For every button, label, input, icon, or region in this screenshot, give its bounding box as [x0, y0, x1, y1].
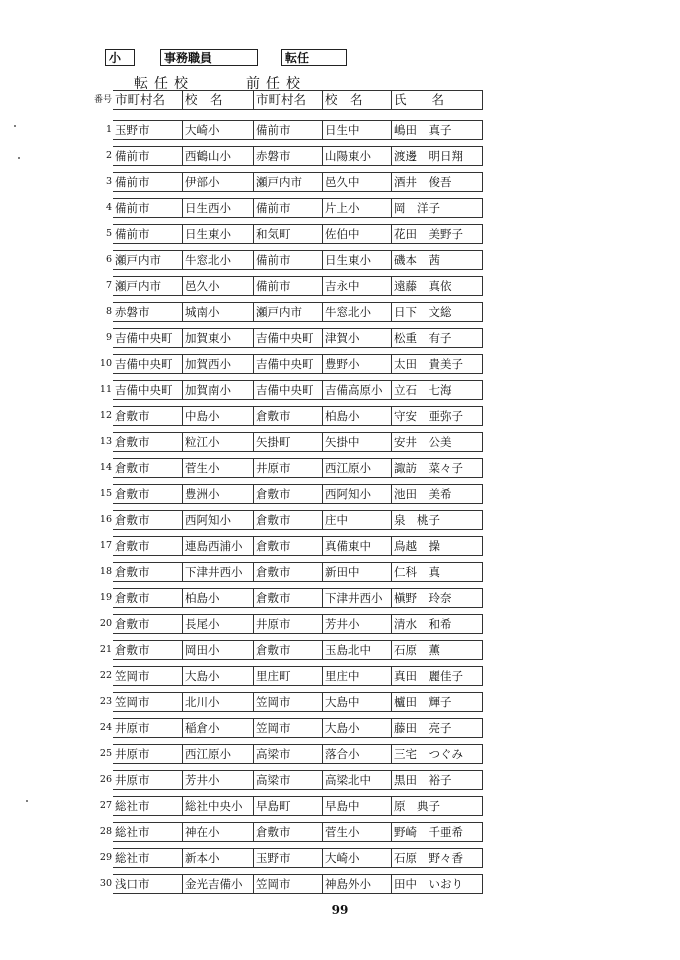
table-row [88, 302, 483, 322]
cell-school: 西阿知小 [182, 510, 253, 530]
cell-prev-city: 吉備中央町 [253, 380, 322, 400]
cell-person-name: 日下 文総 [391, 302, 483, 322]
cell-row-number: 5 [105, 228, 112, 239]
cell-row-number: 6 [105, 254, 112, 265]
cell-city: 玉野市 [113, 120, 182, 140]
cell-city: 瀬戸内市 [113, 250, 182, 270]
cell-prev-city: 倉敷市 [253, 640, 322, 660]
cell-prev-city: 笠岡市 [253, 692, 322, 712]
cell-prev-city: 倉敷市 [253, 822, 322, 842]
cell-prev-school: 柏島小 [322, 406, 391, 426]
cell-person-name: 石原 薫 [391, 640, 483, 660]
cell-prev-city: 倉敷市 [253, 536, 322, 556]
cell-city: 倉敷市 [113, 640, 182, 660]
cell-prev-city: 瀬戸内市 [253, 172, 322, 192]
cell-prev-school: 下津井西小 [322, 588, 391, 608]
cell-city: 備前市 [113, 198, 182, 218]
cell-prev-school: 真備東中 [322, 536, 391, 556]
cell-school: 西鶴山小 [182, 146, 253, 166]
cell-city: 倉敷市 [113, 588, 182, 608]
cell-prev-school: 庄中 [322, 510, 391, 530]
table-row [88, 380, 483, 400]
table-row [88, 666, 483, 686]
cell-school: 神在小 [182, 822, 253, 842]
cell-school: 柏島小 [182, 588, 253, 608]
cell-row-number: 20 [99, 618, 112, 629]
cell-person-name: 藤田 亮子 [391, 718, 483, 738]
cell-person-name: 酒井 俊吾 [391, 172, 483, 192]
table-row [88, 146, 483, 166]
cell-school: 粒江小 [182, 432, 253, 452]
cell-city: 倉敷市 [113, 406, 182, 426]
table-row [88, 770, 483, 790]
cell-row-number: 10 [99, 358, 112, 369]
cell-school: 岡田小 [182, 640, 253, 660]
cell-prev-city: 吉備中央町 [253, 354, 322, 374]
prev-school-subtitle: 前任校 [246, 76, 306, 92]
cell-prev-city: 倉敷市 [253, 406, 322, 426]
table-row [88, 744, 483, 764]
cell-person-name: 渡邊 明日翔 [391, 146, 483, 166]
cell-prev-city: 井原市 [253, 458, 322, 478]
table-row [88, 562, 483, 582]
cell-person-name: 櫨田 輝子 [391, 692, 483, 712]
page-number: 99 [331, 903, 349, 917]
cell-prev-school: 豊野小 [322, 354, 391, 374]
table-row [88, 120, 483, 140]
cell-city: 備前市 [113, 172, 182, 192]
transfer-table [88, 90, 483, 894]
cell-city: 倉敷市 [113, 536, 182, 556]
cell-prev-school: 菅生小 [322, 822, 391, 842]
cell-row-number: 4 [105, 202, 112, 213]
cell-school: 総社中央小 [182, 796, 253, 816]
table-row [88, 796, 483, 816]
cell-school: 伊部小 [182, 172, 253, 192]
cell-row-number: 14 [99, 462, 112, 473]
cell-school: 大島小 [182, 666, 253, 686]
cell-school: 芳井小 [182, 770, 253, 790]
position-box: 事務職員 [160, 49, 258, 66]
cell-prev-school: 矢掛中 [322, 432, 391, 452]
header-row-number: 番号 [93, 95, 112, 105]
cell-city: 総社市 [113, 822, 182, 842]
cell-person-name: 立石 七海 [391, 380, 483, 400]
cell-row-number: 29 [99, 852, 112, 863]
cell-person-name: 遠藤 真依 [391, 276, 483, 296]
table-row [88, 718, 483, 738]
cell-prev-school: 新田中 [322, 562, 391, 582]
table-row [88, 848, 483, 868]
cell-school: 金光吉備小 [182, 874, 253, 894]
cell-prev-school: 芳井小 [322, 614, 391, 634]
new-school-subtitle: 転任校 [134, 76, 194, 92]
cell-city: 瀬戸内市 [113, 276, 182, 296]
cell-prev-city: 玉野市 [253, 848, 322, 868]
table-row [88, 276, 483, 296]
cell-prev-school: 早島中 [322, 796, 391, 816]
cell-person-name: 安井 公美 [391, 432, 483, 452]
cell-prev-city: 笠岡市 [253, 718, 322, 738]
cell-prev-city: 井原市 [253, 614, 322, 634]
cell-prev-school: 里庄中 [322, 666, 391, 686]
cell-prev-city: 矢掛町 [253, 432, 322, 452]
scan-speck [14, 125, 16, 127]
cell-school: 西江原小 [182, 744, 253, 764]
cell-prev-school: 西阿知小 [322, 484, 391, 504]
table-row [88, 536, 483, 556]
cell-school: 中島小 [182, 406, 253, 426]
table-row [88, 614, 483, 634]
cell-prev-school: 日生中 [322, 120, 391, 140]
cell-row-number: 15 [99, 488, 112, 499]
table-row [88, 328, 483, 348]
header-prev-school: 校 名 [322, 90, 391, 110]
table-row [88, 640, 483, 660]
cell-city: 笠岡市 [113, 692, 182, 712]
cell-prev-city: 高梁市 [253, 744, 322, 764]
cell-row-number: 30 [99, 878, 112, 889]
cell-prev-city: 吉備中央町 [253, 328, 322, 348]
header-person-name: 氏 名 [391, 90, 483, 110]
cell-city: 浅口市 [113, 874, 182, 894]
cell-prev-city: 高梁市 [253, 770, 322, 790]
cell-prev-city: 備前市 [253, 120, 322, 140]
cell-prev-city: 倉敷市 [253, 510, 322, 530]
cell-prev-school: 玉島北中 [322, 640, 391, 660]
cell-prev-school: 大崎小 [322, 848, 391, 868]
cell-row-number: 7 [105, 280, 112, 291]
cell-person-name: 野崎 千亜希 [391, 822, 483, 842]
scan-speck [18, 157, 20, 159]
cell-prev-city: 早島町 [253, 796, 322, 816]
cell-prev-school: 片上小 [322, 198, 391, 218]
cell-school: 北川小 [182, 692, 253, 712]
cell-city: 笠岡市 [113, 666, 182, 686]
table-row [88, 250, 483, 270]
table-row [88, 822, 483, 842]
cell-city: 倉敷市 [113, 458, 182, 478]
cell-person-name: 諏訪 菜々子 [391, 458, 483, 478]
cell-city: 備前市 [113, 146, 182, 166]
cell-person-name: 嶋田 真子 [391, 120, 483, 140]
cell-person-name: 石原 野々香 [391, 848, 483, 868]
cell-person-name: 守安 亜弥子 [391, 406, 483, 426]
table-row [88, 172, 483, 192]
cell-prev-city: 倉敷市 [253, 484, 322, 504]
cell-school: 新本小 [182, 848, 253, 868]
table-row [88, 406, 483, 426]
cell-person-name: 磯本 茜 [391, 250, 483, 270]
table-row [88, 484, 483, 504]
cell-person-name: 花田 美野子 [391, 224, 483, 244]
cell-city: 倉敷市 [113, 614, 182, 634]
header-school: 校 名 [182, 90, 253, 110]
cell-row-number: 11 [99, 384, 112, 395]
cell-school: 菅生小 [182, 458, 253, 478]
cell-prev-city: 瀬戸内市 [253, 302, 322, 322]
cell-city: 総社市 [113, 848, 182, 868]
cell-prev-school: 大島小 [322, 718, 391, 738]
cell-school: 稲倉小 [182, 718, 253, 738]
cell-row-number: 25 [99, 748, 112, 759]
table-row [88, 874, 483, 894]
cell-row-number: 26 [99, 774, 112, 785]
cell-person-name: 太田 貴美子 [391, 354, 483, 374]
cell-prev-school: 吉備高原小 [322, 380, 391, 400]
cell-prev-school: 吉永中 [322, 276, 391, 296]
cell-prev-school: 山陽東小 [322, 146, 391, 166]
table-header [88, 90, 483, 110]
table-row [88, 224, 483, 244]
cell-row-number: 8 [105, 306, 112, 317]
cell-school: 邑久小 [182, 276, 253, 296]
row-gap-cell [88, 110, 483, 120]
cell-person-name: 岡 洋子 [391, 198, 483, 218]
cell-city: 備前市 [113, 224, 182, 244]
cell-city: 井原市 [113, 744, 182, 764]
cell-person-name: 原 典子 [391, 796, 483, 816]
cell-person-name: 松重 有子 [391, 328, 483, 348]
cell-prev-school: 落合小 [322, 744, 391, 764]
cell-school: 城南小 [182, 302, 253, 322]
cell-city: 吉備中央町 [113, 354, 182, 374]
table-row [88, 354, 483, 374]
cell-prev-school: 牛窓北小 [322, 302, 391, 322]
cell-row-number: 16 [99, 514, 112, 525]
cell-school: 日生東小 [182, 224, 253, 244]
cell-person-name: 田中 いおり [391, 874, 483, 894]
cell-row-number: 3 [105, 176, 112, 187]
cell-row-number: 12 [99, 410, 112, 421]
cell-row-number: 24 [99, 722, 112, 733]
cell-row-number: 13 [99, 436, 112, 447]
cell-row-number: 1 [105, 124, 112, 135]
cell-prev-school: 邑久中 [322, 172, 391, 192]
cell-prev-city: 備前市 [253, 276, 322, 296]
cell-prev-city: 里庄町 [253, 666, 322, 686]
cell-prev-school: 神島外小 [322, 874, 391, 894]
cell-row-number: 27 [99, 800, 112, 811]
cell-person-name: 鳥越 操 [391, 536, 483, 556]
table-row [88, 198, 483, 218]
cell-person-name: 槇野 玲奈 [391, 588, 483, 608]
cell-row-number: 28 [99, 826, 112, 837]
level-box: 小 [105, 49, 135, 66]
cell-row-number: 9 [105, 332, 112, 343]
cell-row-number: 18 [99, 566, 112, 577]
cell-row-number: 19 [99, 592, 112, 603]
table-row [88, 510, 483, 530]
cell-school: 牛窓北小 [182, 250, 253, 270]
row-gap [88, 110, 483, 120]
cell-school: 連島西浦小 [182, 536, 253, 556]
cell-city: 赤磐市 [113, 302, 182, 322]
cell-city: 倉敷市 [113, 510, 182, 530]
cell-school: 日生西小 [182, 198, 253, 218]
cell-person-name: 池田 美希 [391, 484, 483, 504]
cell-city: 倉敷市 [113, 484, 182, 504]
cell-city: 吉備中央町 [113, 328, 182, 348]
cell-prev-school: 高梁北中 [322, 770, 391, 790]
cell-row-number: 22 [99, 670, 112, 681]
cell-school: 大崎小 [182, 120, 253, 140]
cell-prev-city: 笠岡市 [253, 874, 322, 894]
cell-prev-school: 日生東小 [322, 250, 391, 270]
cell-person-name: 清水 和希 [391, 614, 483, 634]
cell-prev-city: 赤磐市 [253, 146, 322, 166]
cell-city: 井原市 [113, 770, 182, 790]
cell-school: 加賀東小 [182, 328, 253, 348]
cell-school: 豊洲小 [182, 484, 253, 504]
cell-prev-city: 和気町 [253, 224, 322, 244]
cell-prev-school: 大島中 [322, 692, 391, 712]
cell-school: 加賀西小 [182, 354, 253, 374]
table-row [88, 432, 483, 452]
cell-person-name: 仁科 真 [391, 562, 483, 582]
category-box: 転任 [281, 49, 347, 66]
cell-row-number: 17 [99, 540, 112, 551]
cell-row-number: 21 [99, 644, 112, 655]
scan-speck [26, 800, 28, 802]
cell-city: 井原市 [113, 718, 182, 738]
cell-city: 倉敷市 [113, 562, 182, 582]
cell-school: 下津井西小 [182, 562, 253, 582]
table-row [88, 692, 483, 712]
cell-prev-city: 備前市 [253, 250, 322, 270]
cell-person-name: 泉 桃子 [391, 510, 483, 530]
cell-prev-school: 佐伯中 [322, 224, 391, 244]
cell-person-name: 三宅 つぐみ [391, 744, 483, 764]
cell-prev-city: 倉敷市 [253, 562, 322, 582]
cell-prev-city: 倉敷市 [253, 588, 322, 608]
cell-prev-city: 備前市 [253, 198, 322, 218]
cell-school: 加賀南小 [182, 380, 253, 400]
header-prev-city: 市町村名 [253, 90, 322, 110]
cell-prev-school: 津賀小 [322, 328, 391, 348]
cell-city: 吉備中央町 [113, 380, 182, 400]
cell-prev-school: 西江原小 [322, 458, 391, 478]
cell-person-name: 黒田 裕子 [391, 770, 483, 790]
table-row [88, 458, 483, 478]
table-row [88, 588, 483, 608]
cell-city: 総社市 [113, 796, 182, 816]
cell-person-name: 真田 麗佳子 [391, 666, 483, 686]
cell-school: 長尾小 [182, 614, 253, 634]
cell-row-number: 2 [105, 150, 112, 161]
cell-city: 倉敷市 [113, 432, 182, 452]
cell-row-number: 23 [99, 696, 112, 707]
header-city: 市町村名 [113, 90, 182, 110]
